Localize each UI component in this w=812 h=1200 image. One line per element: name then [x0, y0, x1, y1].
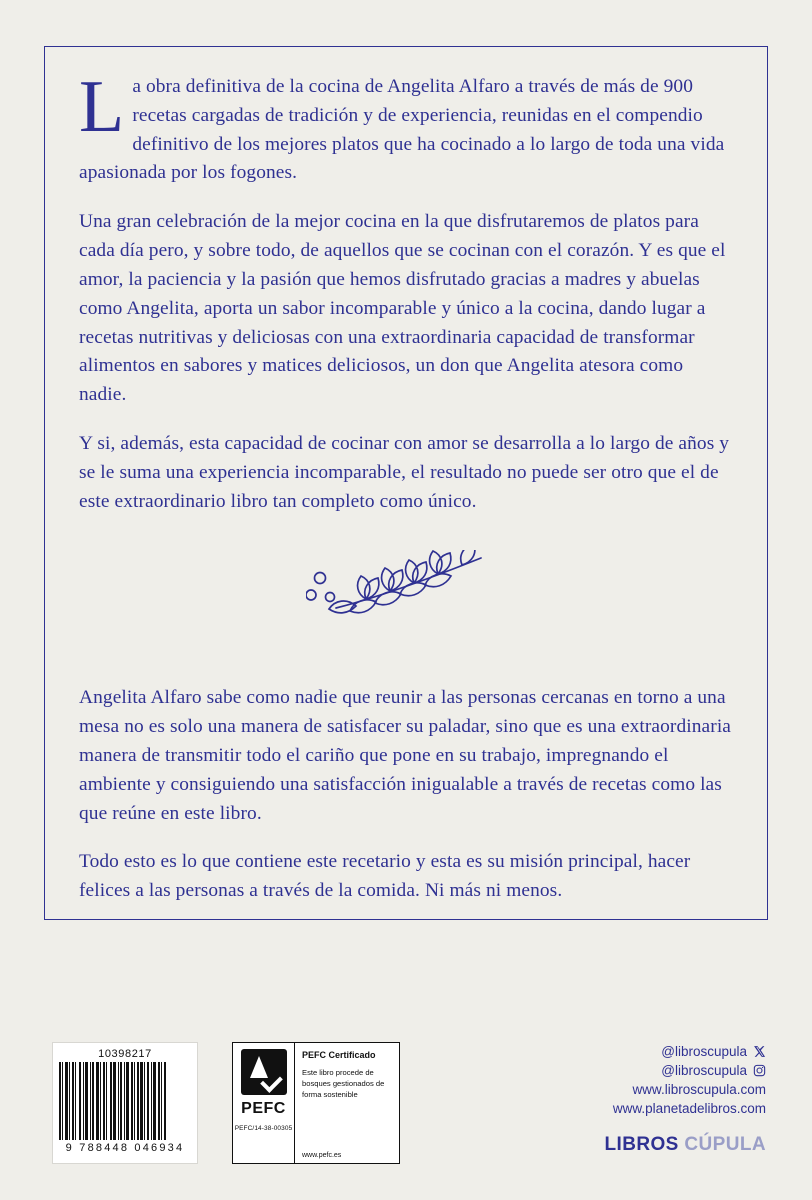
publisher-logo: [605, 1134, 766, 1156]
paragraph-2: Una gran celebración de la mejor cocina en la que disfrutaremos de platos para cada día pero, y sobre todo, de aquellos que se cocinan con el corazón. Y es que el amor, la paciencia y la pasión que hemos disfrutado gracias a madres y abuelas como Angelita, aporta un sabor incomparable y único a la cocina, dando lugar a recetas nutritivas y deliciosas con una extraordinaria capacidad de transformar alimentos en sabores y matices deliciosos, un don que Angelita atesora como nadie.: [79, 211, 726, 406]
pefc-tree-check-icon: [241, 1049, 287, 1095]
pefc-description: Este libro procede de bosques gestionados de forma sostenible: [302, 1068, 385, 1099]
publisher-word-2: CÚPULA: [684, 1134, 766, 1155]
website-1[interactable]: www.libroscupula.com: [632, 1082, 766, 1098]
publisher-word-1: LIBROS: [604, 1134, 679, 1155]
footer: [0, 1020, 812, 1200]
blurb-inner: [45, 47, 767, 906]
instagram-icon: [752, 1064, 766, 1078]
barcode-isbn-digits: 9 788448 046934: [65, 1142, 185, 1154]
olive-branch-ornament: [79, 550, 733, 650]
blurb-panel: [44, 46, 768, 920]
pefc-wordmark: PEFC: [241, 1100, 286, 1117]
pefc-logo-area: [233, 1043, 295, 1163]
website-1-row[interactable]: [506, 1080, 766, 1099]
barcode: [52, 1042, 198, 1164]
pefc-certification: [232, 1042, 400, 1164]
paragraph-1-text: a obra definitiva de la cocina de Angelita Alfaro a través de más de 900 recetas cargadas de tradición y de experiencia, reunidas en el compendio definitivo de los mejores platos que ha cocinado a lo largo de toda una vida apasionada por los fogones.: [79, 76, 725, 184]
lower-blurb-block: [79, 684, 733, 906]
drop-cap: L: [79, 66, 125, 148]
instagram-handle-row[interactable]: [506, 1061, 766, 1080]
paragraph-1: [79, 66, 733, 188]
pefc-text-area: [295, 1043, 399, 1163]
contact-block: [506, 1042, 766, 1119]
pefc-code: PEFC/14-38-00305: [234, 1125, 293, 1132]
barcode-top-number: 10398217: [98, 1048, 152, 1060]
website-2[interactable]: www.planetadelibros.com: [612, 1101, 766, 1117]
paragraph-4: Angelita Alfaro sabe como nadie que reunir a las personas cercanas en torno a una mesa no es solo una manera de satisfacer su paladar, sino que es una extraordinaria manera de transmitir todo el cariño que pone en su trabajo, impregnando el ambiente y consiguiendo una satisfacción inigualable a través de recetas como las que reúne en este libro.: [79, 687, 732, 824]
twitter-x-icon: [752, 1045, 766, 1059]
paragraph-5: Todo esto es lo que contiene este recetario y esta es su misión principal, hacer felices a las personas a través de la comida. Ni más ni menos.: [79, 851, 691, 902]
barcode-bars: [59, 1062, 191, 1140]
pefc-url[interactable]: www.pefc.es: [302, 1152, 342, 1159]
paragraph-3: Y si, además, esta capacidad de cocinar con amor se desarrolla a lo largo de años y se le suma una experiencia incomparable, el resultado no puede ser otro que el de este extraordinario libro tan completo como único.: [79, 432, 730, 512]
instagram-handle[interactable]: @libroscupula: [661, 1063, 747, 1079]
website-2-row[interactable]: [506, 1099, 766, 1118]
pefc-title: PEFC Certificado: [302, 1050, 376, 1060]
twitter-handle[interactable]: @libroscupula: [661, 1044, 747, 1059]
twitter-handle-row[interactable]: [506, 1042, 766, 1061]
